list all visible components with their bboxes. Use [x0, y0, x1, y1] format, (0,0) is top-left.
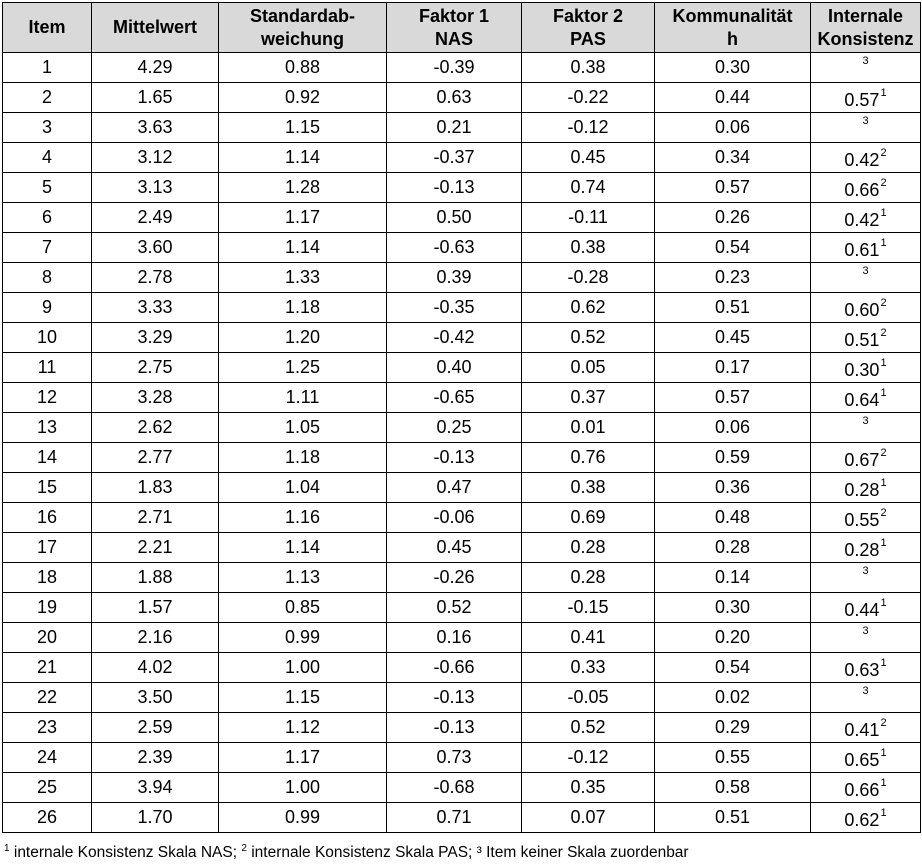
- col-header-factor2: Faktor 2 PAS: [522, 3, 655, 53]
- internal-consistency-value: 0.55$^2$: [844, 507, 887, 530]
- sd-cell: 1.04: [219, 473, 387, 503]
- internal-consistency-cell: [811, 413, 921, 443]
- factor1-cell: 0.45: [387, 533, 522, 563]
- table-body: [3, 53, 921, 833]
- factor2-cell: -0.28: [522, 263, 655, 293]
- mean-cell: 3.33: [92, 293, 219, 323]
- factor1-cell: -0.66: [387, 653, 522, 683]
- item-cell: 22: [3, 683, 92, 713]
- internal-consistency-value: 0.44$^1$: [844, 597, 887, 620]
- item-cell: 24: [3, 743, 92, 773]
- mean-cell: 2.59: [92, 713, 219, 743]
- footnote-marker: 1: [880, 87, 887, 99]
- item-cell: 26: [3, 803, 92, 833]
- factor1-cell: 0.71: [387, 803, 522, 833]
- factor2-cell: 0.37: [522, 383, 655, 413]
- table-row: [3, 473, 921, 503]
- footnote-marker: 2: [880, 297, 887, 309]
- item-cell: 14: [3, 443, 92, 473]
- footnote-marker: 3: [862, 625, 869, 637]
- communality-cell: 0.17: [655, 353, 811, 383]
- factor2-cell: 0.45: [522, 143, 655, 173]
- factor1-cell: -0.26: [387, 563, 522, 593]
- factor2-cell: 0.38: [522, 233, 655, 263]
- col-header-internal-consistency: Internale Konsistenz: [811, 3, 921, 53]
- internal-consistency-cell: [811, 113, 921, 143]
- internal-consistency-cell: [811, 653, 921, 683]
- internal-consistency-value: 0.42$^2$: [844, 147, 887, 170]
- factor2-cell: 0.41: [522, 623, 655, 653]
- internal-consistency-value: 0.28$^1$: [844, 537, 887, 560]
- communality-cell: 0.06: [655, 413, 811, 443]
- footnote-marker: 2: [880, 447, 887, 459]
- factor1-cell: 0.52: [387, 593, 522, 623]
- factor1-cell: -0.06: [387, 503, 522, 533]
- footnote: [4, 843, 689, 862]
- mean-cell: 4.29: [92, 53, 219, 83]
- sd-cell: 1.18: [219, 443, 387, 473]
- factor1-cell: -0.13: [387, 713, 522, 743]
- footnote-marker: 1: [880, 237, 887, 249]
- mean-cell: 1.57: [92, 593, 219, 623]
- factor2-cell: -0.15: [522, 593, 655, 623]
- factor2-cell: 0.07: [522, 803, 655, 833]
- factor1-cell: 0.47: [387, 473, 522, 503]
- factor2-cell: -0.12: [522, 743, 655, 773]
- internal-consistency-cell: [811, 473, 921, 503]
- communality-cell: 0.44: [655, 83, 811, 113]
- sd-cell: 1.14: [219, 533, 387, 563]
- sd-cell: 0.85: [219, 593, 387, 623]
- internal-consistency-cell: [811, 563, 921, 593]
- mean-cell: 3.50: [92, 683, 219, 713]
- footnote-marker: 2: [880, 507, 887, 519]
- factor1-cell: 0.50: [387, 203, 522, 233]
- factor1-cell: 0.40: [387, 353, 522, 383]
- factor1-cell: 0.25: [387, 413, 522, 443]
- table-row: [3, 593, 921, 623]
- mean-cell: 2.16: [92, 623, 219, 653]
- factor1-cell: 0.39: [387, 263, 522, 293]
- footnote-marker: 1: [880, 357, 887, 369]
- footnote-text-1: internale Konsistenz Skala NAS;: [9, 844, 242, 862]
- table-row: [3, 293, 921, 323]
- factor1-cell: -0.42: [387, 323, 522, 353]
- factor2-cell: 0.38: [522, 53, 655, 83]
- item-cell: 10: [3, 323, 92, 353]
- factor2-cell: 0.62: [522, 293, 655, 323]
- sd-cell: 1.15: [219, 683, 387, 713]
- internal-consistency-value: 0.62$^1$: [844, 807, 887, 830]
- sd-cell: 1.13: [219, 563, 387, 593]
- item-cell: 23: [3, 713, 92, 743]
- internal-consistency-cell: [811, 203, 921, 233]
- internal-consistency-value: 0.64$^1$: [844, 387, 887, 410]
- footnote-marker: 1: [880, 657, 887, 669]
- footnote-marker: 2: [880, 717, 887, 729]
- mean-cell: 2.39: [92, 743, 219, 773]
- item-cell: 4: [3, 143, 92, 173]
- mean-cell: 3.94: [92, 773, 219, 803]
- communality-cell: 0.57: [655, 383, 811, 413]
- footnote-marker: 1: [880, 597, 887, 609]
- table-row: [3, 773, 921, 803]
- table-row: [3, 353, 921, 383]
- item-cell: 17: [3, 533, 92, 563]
- footnote-marker: 1: [880, 777, 887, 789]
- internal-consistency-value: 0.61$^1$: [844, 237, 887, 260]
- footnote-marker: 3: [862, 265, 869, 277]
- mean-cell: 2.49: [92, 203, 219, 233]
- factor2-cell: 0.74: [522, 173, 655, 203]
- col-header-sd: Standardab- weichung: [219, 3, 387, 53]
- communality-cell: 0.51: [655, 293, 811, 323]
- footnote-marker: 3: [862, 415, 869, 427]
- communality-cell: 0.20: [655, 623, 811, 653]
- table-row: [3, 203, 921, 233]
- item-cell: 13: [3, 413, 92, 443]
- communality-cell: 0.54: [655, 653, 811, 683]
- sd-cell: 1.20: [219, 323, 387, 353]
- factor1-cell: -0.13: [387, 443, 522, 473]
- footnote-marker: 1: [880, 537, 887, 549]
- internal-consistency-cell: [811, 683, 921, 713]
- communality-cell: 0.06: [655, 113, 811, 143]
- factor2-cell: 0.33: [522, 653, 655, 683]
- factor2-cell: 0.38: [522, 473, 655, 503]
- internal-consistency-cell: [811, 143, 921, 173]
- mean-cell: 2.75: [92, 353, 219, 383]
- communality-cell: 0.45: [655, 323, 811, 353]
- item-cell: 5: [3, 173, 92, 203]
- item-cell: 6: [3, 203, 92, 233]
- communality-cell: 0.51: [655, 803, 811, 833]
- table-row: [3, 743, 921, 773]
- footnote-marker: 3: [862, 115, 869, 127]
- results-table: [2, 2, 921, 833]
- sd-cell: 0.92: [219, 83, 387, 113]
- item-cell: 16: [3, 503, 92, 533]
- sd-cell: 1.05: [219, 413, 387, 443]
- internal-consistency-cell: [811, 503, 921, 533]
- table-row: [3, 113, 921, 143]
- table-row: [3, 443, 921, 473]
- communality-cell: 0.57: [655, 173, 811, 203]
- communality-cell: 0.54: [655, 233, 811, 263]
- table-row: [3, 233, 921, 263]
- factor2-cell: 0.76: [522, 443, 655, 473]
- table-row: [3, 323, 921, 353]
- internal-consistency-value: 0.60$^2$: [844, 297, 887, 320]
- mean-cell: 1.83: [92, 473, 219, 503]
- mean-cell: 3.12: [92, 143, 219, 173]
- communality-cell: 0.30: [655, 593, 811, 623]
- table-row: [3, 83, 921, 113]
- item-cell: 2: [3, 83, 92, 113]
- communality-cell: 0.58: [655, 773, 811, 803]
- item-cell: 20: [3, 623, 92, 653]
- communality-cell: 0.59: [655, 443, 811, 473]
- internal-consistency-cell: [811, 353, 921, 383]
- mean-cell: 2.21: [92, 533, 219, 563]
- internal-consistency-cell: [811, 593, 921, 623]
- footnote-marker-2: 2: [241, 843, 247, 854]
- table-row: [3, 53, 921, 83]
- internal-consistency-value: 0.66$^2$: [844, 177, 887, 200]
- sd-cell: 0.99: [219, 623, 387, 653]
- factor1-cell: -0.37: [387, 143, 522, 173]
- internal-consistency-value: 0.42$^1$: [844, 207, 887, 230]
- item-cell: 25: [3, 773, 92, 803]
- sd-cell: 1.16: [219, 503, 387, 533]
- internal-consistency-cell: [811, 173, 921, 203]
- mean-cell: 2.71: [92, 503, 219, 533]
- footnote-text-3: ³ Item keiner Skala zuordenbar: [476, 844, 689, 862]
- factor2-cell: -0.05: [522, 683, 655, 713]
- factor2-cell: 0.05: [522, 353, 655, 383]
- footnote-marker: 1: [880, 387, 887, 399]
- footnote-marker: 2: [880, 147, 887, 159]
- factor2-cell: 0.69: [522, 503, 655, 533]
- item-cell: 3: [3, 113, 92, 143]
- mean-cell: 1.65: [92, 83, 219, 113]
- item-cell: 11: [3, 353, 92, 383]
- factor2-cell: 0.35: [522, 773, 655, 803]
- internal-consistency-cell: [811, 233, 921, 263]
- factor1-cell: -0.68: [387, 773, 522, 803]
- factor1-cell: -0.39: [387, 53, 522, 83]
- factor2-cell: 0.28: [522, 533, 655, 563]
- internal-consistency-cell: [811, 83, 921, 113]
- internal-consistency-value: 0.28$^1$: [844, 477, 887, 500]
- internal-consistency-cell: [811, 323, 921, 353]
- footnote-text-2: internale Konsistenz Skala PAS;: [246, 844, 477, 862]
- sd-cell: 1.28: [219, 173, 387, 203]
- factor1-cell: -0.65: [387, 383, 522, 413]
- mean-cell: 3.13: [92, 173, 219, 203]
- communality-cell: 0.28: [655, 533, 811, 563]
- mean-cell: 4.02: [92, 653, 219, 683]
- mean-cell: 3.60: [92, 233, 219, 263]
- internal-consistency-cell: [811, 623, 921, 653]
- table-row: [3, 623, 921, 653]
- sd-cell: 1.11: [219, 383, 387, 413]
- sd-cell: 1.14: [219, 143, 387, 173]
- factor1-cell: 0.21: [387, 113, 522, 143]
- communality-cell: 0.29: [655, 713, 811, 743]
- sd-cell: 1.00: [219, 653, 387, 683]
- internal-consistency-value: 0.66$^1$: [844, 777, 887, 800]
- table-row: [3, 683, 921, 713]
- factor1-cell: 0.16: [387, 623, 522, 653]
- table-row: [3, 533, 921, 563]
- internal-consistency-value: 0.51$^2$: [844, 327, 887, 350]
- internal-consistency-value: 0.41$^2$: [844, 717, 887, 740]
- factor1-cell: -0.13: [387, 683, 522, 713]
- internal-consistency-value: 0.65$^1$: [844, 747, 887, 770]
- communality-cell: 0.14: [655, 563, 811, 593]
- internal-consistency-cell: [811, 443, 921, 473]
- internal-consistency-cell: [811, 803, 921, 833]
- sd-cell: 1.00: [219, 773, 387, 803]
- mean-cell: 1.70: [92, 803, 219, 833]
- col-header-mean: Mittelwert: [92, 3, 219, 53]
- item-cell: 19: [3, 593, 92, 623]
- sd-cell: 0.99: [219, 803, 387, 833]
- item-cell: 9: [3, 293, 92, 323]
- sd-cell: 1.33: [219, 263, 387, 293]
- sd-cell: 1.14: [219, 233, 387, 263]
- communality-cell: 0.34: [655, 143, 811, 173]
- footnote-marker: 2: [880, 327, 887, 339]
- factor2-cell: 0.28: [522, 563, 655, 593]
- internal-consistency-value: 0.63$^1$: [844, 657, 887, 680]
- factor1-cell: 0.63: [387, 83, 522, 113]
- mean-cell: 3.63: [92, 113, 219, 143]
- col-header-communality: Kommunalität h: [655, 3, 811, 53]
- internal-consistency-cell: [811, 773, 921, 803]
- footnote-marker: 1: [880, 207, 887, 219]
- communality-cell: 0.48: [655, 503, 811, 533]
- factor2-cell: 0.52: [522, 713, 655, 743]
- factor2-cell: -0.12: [522, 113, 655, 143]
- item-cell: 12: [3, 383, 92, 413]
- table-row: [3, 803, 921, 833]
- factor2-cell: 0.52: [522, 323, 655, 353]
- item-cell: 1: [3, 53, 92, 83]
- factor2-cell: -0.11: [522, 203, 655, 233]
- footnote-marker: 3: [862, 55, 869, 67]
- header-row: [3, 3, 921, 53]
- communality-cell: 0.23: [655, 263, 811, 293]
- factor2-cell: -0.22: [522, 83, 655, 113]
- mean-cell: 1.88: [92, 563, 219, 593]
- factor1-cell: -0.63: [387, 233, 522, 263]
- factor2-cell: 0.01: [522, 413, 655, 443]
- col-header-factor1: Faktor 1 NAS: [387, 3, 522, 53]
- item-cell: 7: [3, 233, 92, 263]
- footnote-marker: 3: [862, 685, 869, 697]
- footnote-marker-1: 1: [4, 843, 10, 854]
- communality-cell: 0.26: [655, 203, 811, 233]
- sd-cell: 1.18: [219, 293, 387, 323]
- internal-consistency-cell: [811, 533, 921, 563]
- table-row: [3, 263, 921, 293]
- table-row: [3, 173, 921, 203]
- internal-consistency-value: 0.30$^1$: [844, 357, 887, 380]
- mean-cell: 2.78: [92, 263, 219, 293]
- footnote-marker: 1: [880, 477, 887, 489]
- internal-consistency-cell: [811, 263, 921, 293]
- internal-consistency-cell: [811, 293, 921, 323]
- communality-cell: 0.36: [655, 473, 811, 503]
- item-cell: 15: [3, 473, 92, 503]
- sd-cell: 1.15: [219, 113, 387, 143]
- mean-cell: 3.28: [92, 383, 219, 413]
- table-row: [3, 713, 921, 743]
- sd-cell: 1.25: [219, 353, 387, 383]
- table-row: [3, 653, 921, 683]
- sd-cell: 0.88: [219, 53, 387, 83]
- table-row: [3, 143, 921, 173]
- communality-cell: 0.30: [655, 53, 811, 83]
- communality-cell: 0.02: [655, 683, 811, 713]
- communality-cell: 0.55: [655, 743, 811, 773]
- internal-consistency-cell: [811, 743, 921, 773]
- table-row: [3, 563, 921, 593]
- table-row: [3, 413, 921, 443]
- footnote-marker: 1: [880, 807, 887, 819]
- sd-cell: 1.17: [219, 203, 387, 233]
- mean-cell: 2.77: [92, 443, 219, 473]
- item-cell: 18: [3, 563, 92, 593]
- factor1-cell: -0.13: [387, 173, 522, 203]
- internal-consistency-cell: [811, 383, 921, 413]
- internal-consistency-cell: [811, 53, 921, 83]
- table-row: [3, 383, 921, 413]
- sd-cell: 1.17: [219, 743, 387, 773]
- footnote-marker: 2: [880, 177, 887, 189]
- table-row: [3, 503, 921, 533]
- footnote-marker: 3: [862, 565, 869, 577]
- sd-cell: 1.12: [219, 713, 387, 743]
- mean-cell: 3.29: [92, 323, 219, 353]
- item-cell: 8: [3, 263, 92, 293]
- factor1-cell: -0.35: [387, 293, 522, 323]
- item-cell: 21: [3, 653, 92, 683]
- internal-consistency-cell: [811, 713, 921, 743]
- internal-consistency-value: 0.57$^1$: [844, 87, 887, 110]
- factor1-cell: 0.73: [387, 743, 522, 773]
- col-header-item: Item: [3, 3, 92, 53]
- internal-consistency-value: 0.67$^2$: [844, 447, 887, 470]
- footnote-marker: 1: [880, 747, 887, 759]
- mean-cell: 2.62: [92, 413, 219, 443]
